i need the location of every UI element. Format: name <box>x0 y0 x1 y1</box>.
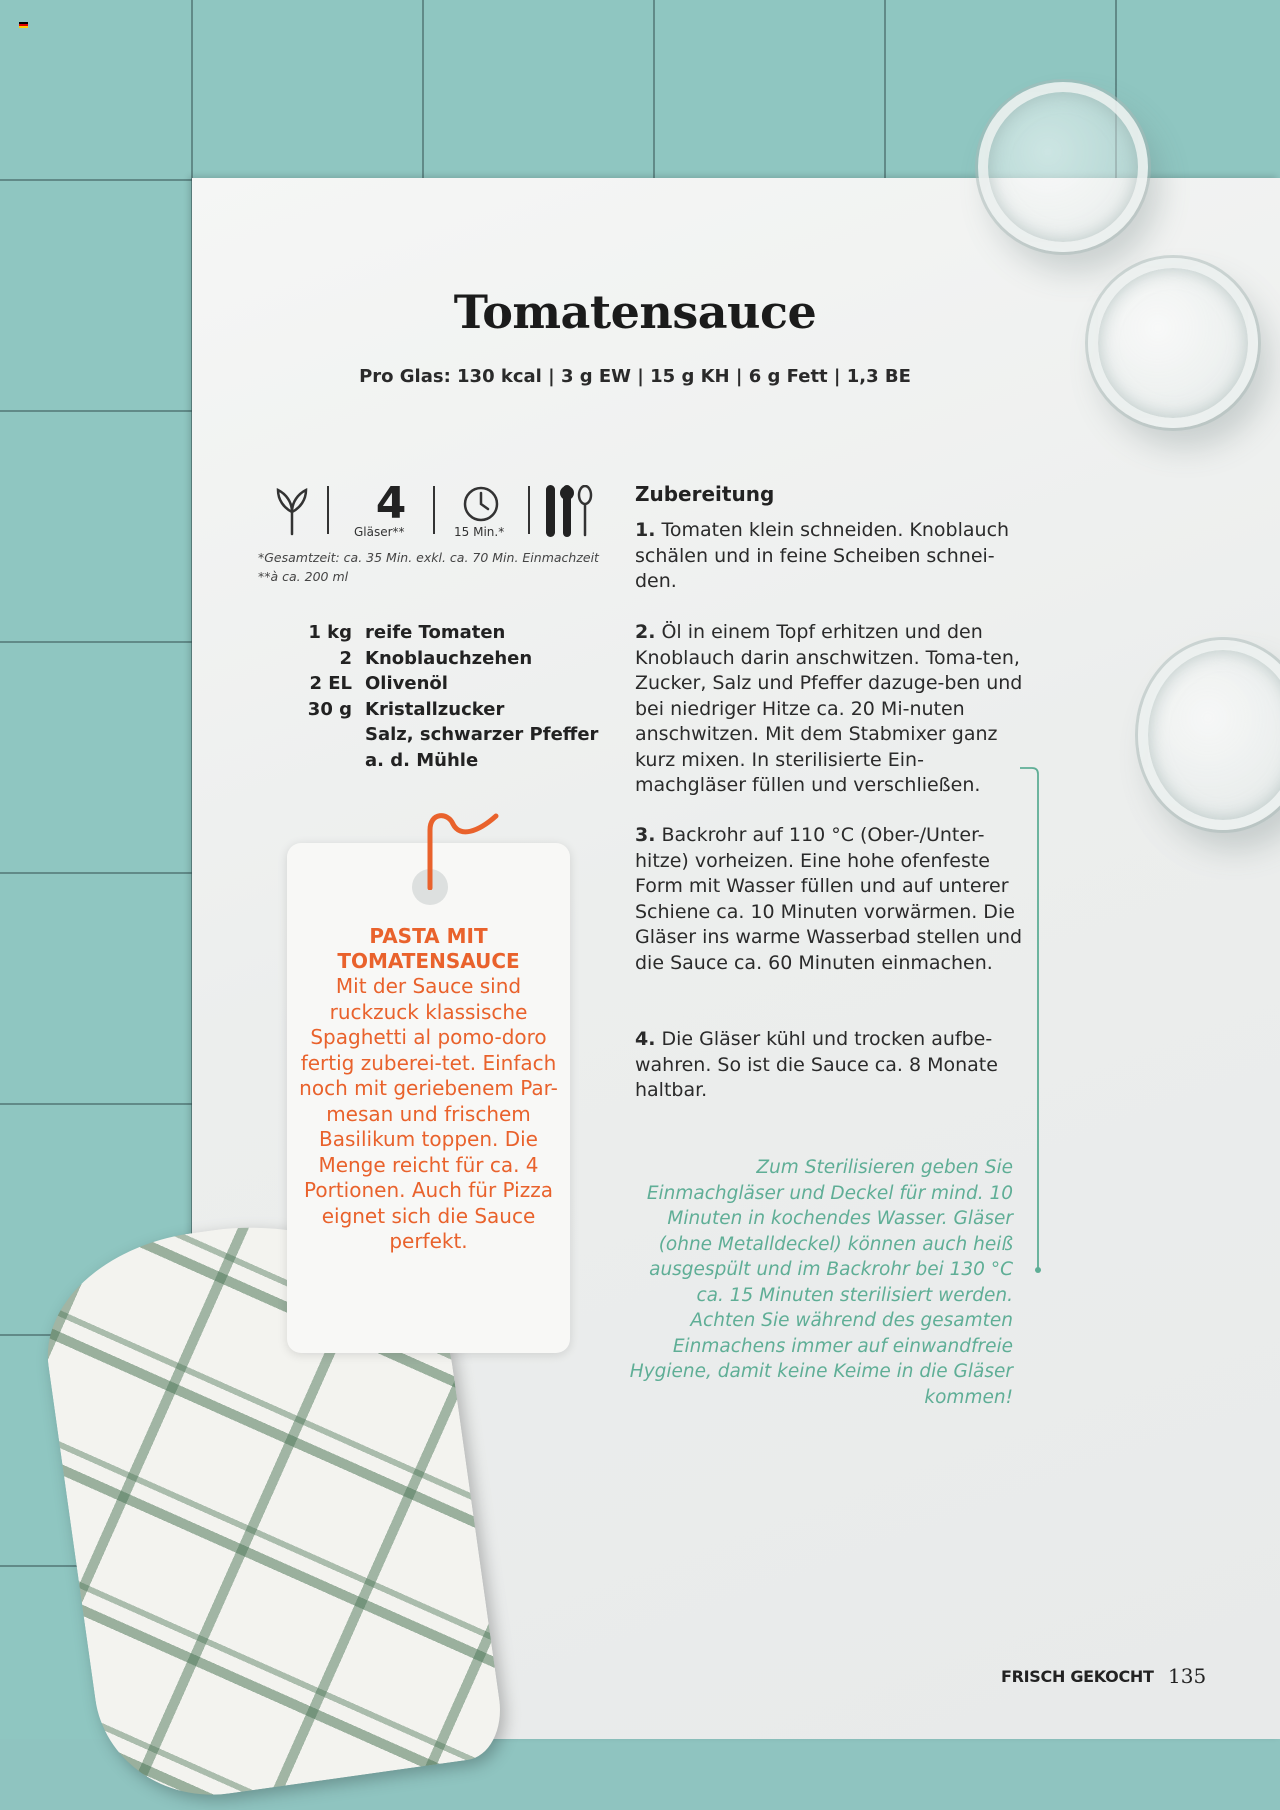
divider <box>327 486 329 534</box>
glass-jar-image <box>978 82 1148 252</box>
ingredient-row: 1 kg reife Tomaten <box>308 622 506 643</box>
card-title: PASTA MIT TOMATENSAUCE <box>337 924 520 973</box>
ingredient-list <box>295 620 598 773</box>
footnote-time: *Gesamtzeit: ca. 35 Min. exkl. ca. 70 Min. Einmachzeit <box>258 550 599 565</box>
tip-tag-card <box>287 843 570 1353</box>
preparation-heading: Zubereitung <box>635 482 775 506</box>
ingredient-row: 2 Knoblauchzehen <box>339 647 533 669</box>
step-1: 1. Tomaten klein schneiden. Knoblauch schälen und in feine Scheiben schnei-den. <box>635 519 1010 592</box>
ingredient-row: 30 g Kristallzucker <box>307 698 505 720</box>
footnote-glass: **à ca. 200 ml <box>258 569 349 584</box>
clock-icon <box>462 485 500 523</box>
card-text: Mit der Sauce sind ruckzuck klassische Spaghetti al pomo-doro fertig zuberei-tet. Einfach noch mit geriebenem Par-mesan und frischem Basilikum toppen. Die Menge reicht für ca. 4 Portionen. Auch für Pizza eignet sich die Sauce perfekt. <box>299 974 558 1253</box>
cutlery-icon <box>542 485 598 537</box>
recipe-title: Tomatensauce <box>453 285 817 339</box>
tag-string-icon <box>408 810 503 890</box>
step-4: 4. Die Gläser kühl und trocken aufbe-wahren. So ist die Sauce ca. 8 Monate haltbar. <box>635 1028 998 1101</box>
ingredient-row: a. d. Mühle <box>365 749 479 771</box>
divider <box>433 486 435 534</box>
step-2: 2. Öl in einem Topf erhitzen und den Knoblauch darin anschwitzen. Toma-ten, Zucker, Salz und Pfeffer dazuge-ben und bei niedriger Hitze ca. 20 Mi-nuten anschwitzen. Mit dem Stabmixer ganz kurz mixen. In sterilisierte Ein-machgläser füllen und verschließen. <box>635 621 1023 796</box>
time-label: 15 Min.* <box>454 525 505 539</box>
servings-label: Gläser** <box>354 525 405 539</box>
nutrition-info: Pro Glas: 130 kcal | 3 g EW | 15 g KH | 6 g Fett | 1,3 BE <box>359 366 911 387</box>
flag-icon <box>19 22 28 28</box>
vegetarian-leaf-icon <box>272 486 312 536</box>
sterilization-tip: Zum Sterilisieren geben Sie Einmachgläser und Deckel für mind. 10 Minuten in kochendes Wasser. Gläser (ohne Metalldeckel) können auch heiß ausgespült und im Backrohr bei 130 °C ca. 15 Minuten sterilisiert werden. Achten Sie während des gesamten Einmachens immer auf einwandfreie Hygiene, damit keine Keime in die Gläser kommen! <box>629 1157 1013 1408</box>
recipe-meta <box>272 478 602 544</box>
tip-connector-line <box>1020 766 1042 1276</box>
ingredient-row: Salz, schwarzer Pfeffer <box>365 724 599 745</box>
step-3: 3. Backrohr auf 110 °C (Ober-/Unter-hitze) vorheizen. Eine hohe ofenfeste Form mit Wasser füllen und auf unterer Schiene ca. 10 Minuten vorwärmen. Die Gläser ins warme Wasserbad stellen und die Sauce ca. 60 Minuten einmachen. <box>635 824 1023 974</box>
ingredient-row: 2 EL Olivenöl <box>309 673 448 694</box>
glass-jar-image <box>1088 258 1258 428</box>
section-label: FRISCH GEKOCHT <box>1001 1667 1154 1686</box>
page-number: 135 <box>1168 1664 1207 1688</box>
divider <box>528 486 530 534</box>
servings-value: 4 <box>375 478 407 529</box>
